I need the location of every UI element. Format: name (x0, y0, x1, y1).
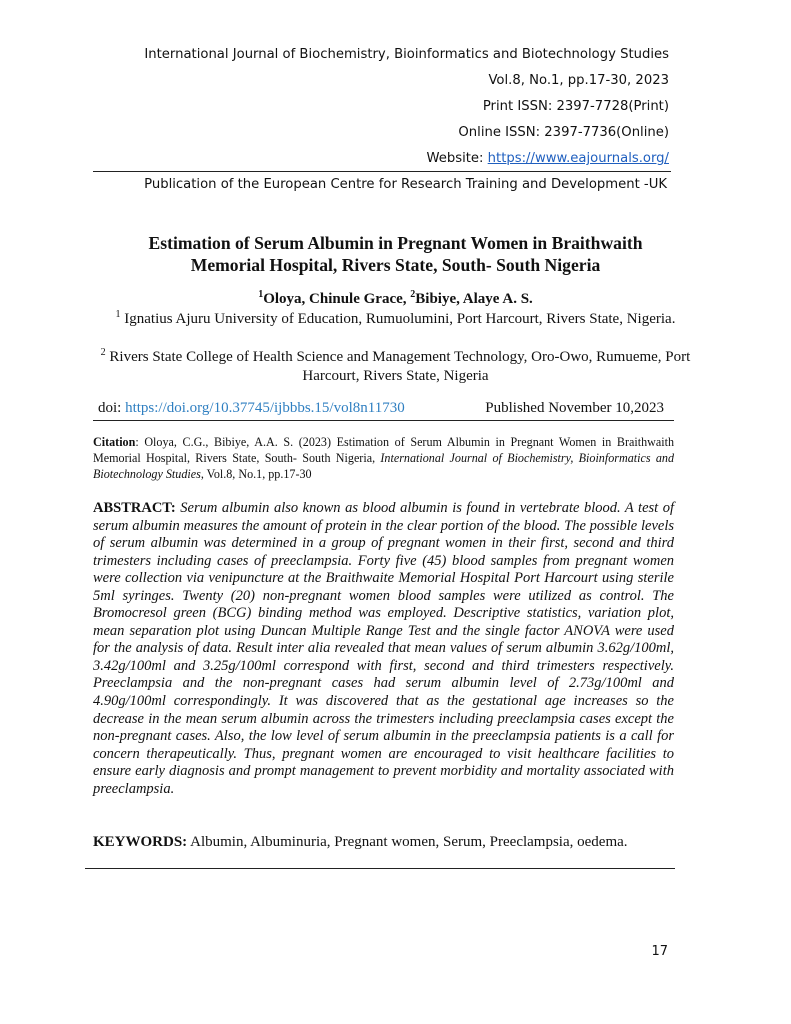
citation-label: Citation (93, 435, 136, 449)
website-link[interactable]: https://www.eajournals.org/ (487, 151, 669, 166)
affiliation-2 (95, 348, 696, 386)
print-issn: Print ISSN: 2397-7728(Print) (482, 99, 669, 114)
website-line (426, 150, 669, 167)
abstract-label: ABSTRACT: (93, 500, 176, 516)
authors (60, 291, 731, 308)
website-label: Website: (426, 151, 488, 166)
abstract (93, 500, 674, 798)
author-2: Bibiye, Alaye A. S. (415, 291, 533, 307)
title-line-2: Memorial Hospital, Rivers State, South- South Nigeria (190, 255, 601, 275)
aff2-sup: 2 (100, 347, 106, 358)
title-line-1: Estimation of Serum Albumin in Pregnant Women in Braithwaith (148, 233, 643, 253)
journal-name: International Journal of Biochemistry, Bioinformatics and Biotechnology Studies (144, 47, 669, 62)
doi-rule (93, 420, 674, 421)
header-rule (93, 171, 671, 172)
volume-info: Vol.8, No.1, pp.17-30, 2023 (488, 73, 669, 88)
article-title (60, 232, 731, 276)
doi-line (98, 400, 405, 417)
online-issn: Online ISSN: 2397-7736(Online) (458, 125, 669, 140)
aff1-sup: 1 (115, 309, 121, 320)
page-number: 17 (651, 944, 668, 959)
keywords-rule (85, 868, 675, 869)
citation-text: : Oloya, C.G., Bibiye, A.A. S. (2023) Estimation of Serum Albumin in Pregnant Women in Braithwaith Memorial Hospital, Rivers State, South- South Nigeria, (93, 435, 674, 465)
author1-sup: 1 (258, 289, 264, 300)
published-date: Published November 10,2023 (485, 400, 664, 416)
doi-link[interactable]: https://doi.org/10.37745/ijbbbs.15/vol8n11730 (125, 400, 405, 416)
keywords-text: Albumin, Albuminuria, Pregnant women, Serum, Preeclampsia, oedema. (187, 834, 628, 850)
doi-label: doi: (98, 400, 126, 416)
author2-sup: 2 (410, 289, 416, 300)
affiliation-1 (95, 310, 696, 329)
citation-journal: International Journal of Biochemistry, Bioinformatics and Biotechnology Studies (93, 450, 674, 481)
aff2-text: Rivers State College of Health Science and Management Technology, Oro-Owo, Rumueme, Port Harcourt, Rivers State, Nigeria (105, 349, 691, 384)
keywords (93, 834, 683, 851)
keywords-label: KEYWORDS: (93, 834, 188, 850)
abstract-text: Serum albumin also known as blood albumin is found in vertebrate blood. A test of serum albumin measures the amount of protein in the clear portion of the blood. The possible levels of serum albumin was determined in a group of pregnant women in their first, second and third trimesters including cases of preeclampsia. Forty five (45) blood samples from pregnant women were collection via venipuncture at the Braithwaite Memorial Hospital Port Harcourt using sterile 5ml syringes. Twenty (20) non-pregnant women blood samples were utilized as control. The Bromocresol green (BCG) binding method was employed. Descriptive statistics, variation plot, mean separation plot using Duncan Multiple Range Test and the single factor ANOVA were used for the analysis of data. Result inter alia revealed that mean values of serum albumin 3.62g/100ml, 3.42g/100ml and 3.25g/100ml correspond with first, second and third trimesters respectively. Preeclampsia and the non-pregnant cases had serum albumin level of 2.73g/100ml and 4.90g/100ml correspondingly. It was discovered that as the gestational age increases so the decrease in the mean serum albumin across the trimesters including preeclampsia cases except the non-pregnant cases. Also, the low level of serum albumin in the preeclampsia patients is a call for concern therapeutically. Thus, pregnant women are encouraged to visit healthcare facilities to ensure early diagnosis and prompt management to prevent morbidity and mortality associated with preeclampsia. (93, 500, 675, 797)
aff1-text: Ignatius Ajuru University of Education, Rumuolumini, Port Harcourt, Rivers State, Nigeria. (120, 311, 676, 327)
citation-tail: , Vol.8, No.1, pp.17-30 (200, 466, 312, 481)
citation (93, 435, 674, 482)
publisher-line: Publication of the European Centre for Research Training and Development -UK (144, 177, 667, 192)
author-1: Oloya, Chinule Grace, (263, 291, 411, 307)
